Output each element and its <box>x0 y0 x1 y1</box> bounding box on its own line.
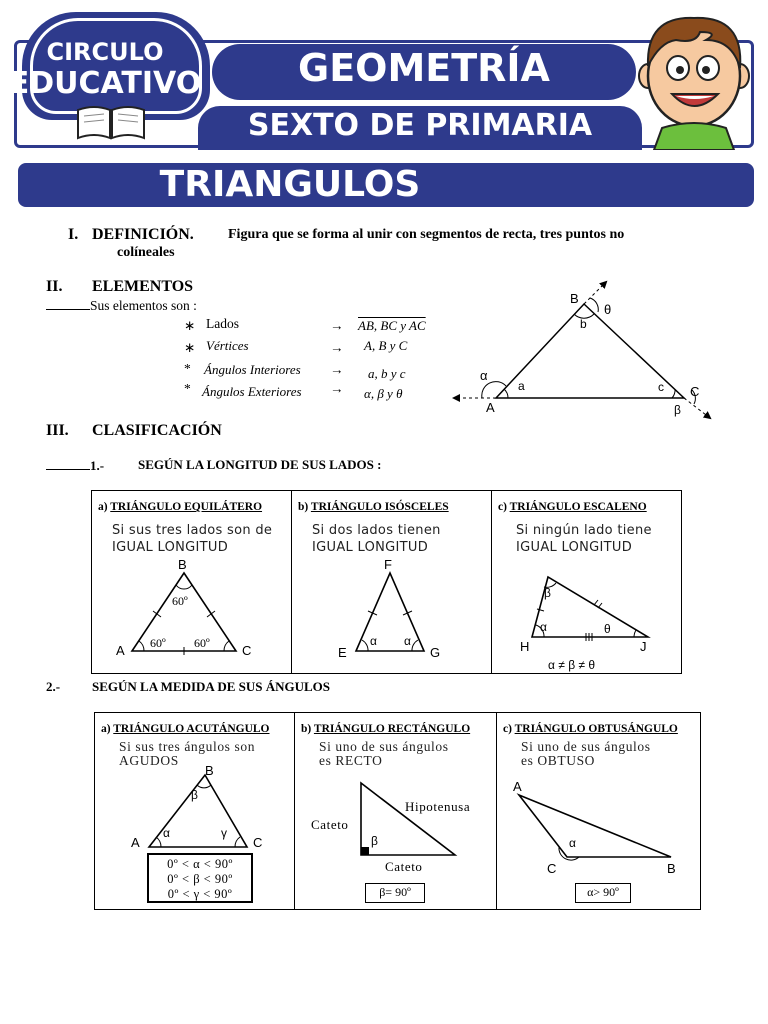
cell-text-line2: es RECTO <box>319 753 383 768</box>
relation-label: α ≠ β ≠ θ <box>548 658 596 672</box>
angle-label: 60º <box>150 636 166 650</box>
leg-label: Cateto <box>311 817 349 832</box>
scalene-triangle-diagram <box>520 573 680 673</box>
section1-number: I. <box>68 226 79 243</box>
sub1-heading: SEGÚN LA LONGITUD DE SUS LADOS : <box>138 457 382 472</box>
angle-label: α <box>569 836 576 850</box>
angle-label: γ <box>221 826 227 840</box>
angle-label: β <box>544 586 551 600</box>
cell-text-line1: Si uno de sus ángulos <box>521 739 651 754</box>
cell-text-line2: es OBTUSO <box>521 753 596 768</box>
element-bullet: * <box>184 361 191 376</box>
interior-angle-label: a <box>518 379 525 393</box>
acute-conditions-box <box>147 853 253 903</box>
sub2-heading: SEGÚN LA MEDIDA DE SUS ÁNGULOS <box>92 679 331 694</box>
cell-text-line1: Si ningún lado tiene <box>516 523 652 538</box>
exterior-angle-label: α <box>480 368 488 383</box>
vertex-label: B <box>205 763 214 778</box>
book-icon <box>76 102 146 142</box>
vertex-label: B <box>667 861 676 876</box>
condition-line: 0º < α < 90º <box>167 857 233 871</box>
equilateral-triangle-diagram <box>112 559 277 663</box>
acute-triangle-diagram <box>129 763 269 853</box>
arrow-icon: → <box>330 318 344 333</box>
vertex-label: B <box>570 291 579 306</box>
elements-triangle-diagram <box>446 278 726 420</box>
angle-label: 60º <box>194 636 210 650</box>
cell-text-line1: Si sus tres ángulos son <box>119 739 256 754</box>
angle-label: θ <box>604 622 611 636</box>
angle-label: 60º <box>172 594 188 608</box>
vertex-label: A <box>486 400 495 415</box>
section2-number: II. <box>46 278 63 295</box>
element-label: Ángulos Exteriores <box>202 384 302 399</box>
exterior-angle-label: θ <box>604 302 612 317</box>
arrow-icon: → <box>330 362 344 377</box>
element-label: Vértices <box>206 338 249 353</box>
cell-text-line2: IGUAL LONGITUD <box>516 540 633 555</box>
page-header <box>0 0 768 152</box>
interior-angle-label: c <box>658 380 664 394</box>
cell-text-line1: Si dos lados tienen <box>312 523 441 538</box>
sub1-number: 1.- <box>90 458 105 473</box>
section1-text-line1: Figura que se forma al unir con segmentos de recta, tres puntos no <box>228 227 625 242</box>
obtuse-condition-box: α> 90º <box>575 883 631 903</box>
vertex-label: A <box>116 643 125 658</box>
cell-text-line1: Si uno de sus ángulos <box>319 739 449 754</box>
isosceles-cell <box>292 491 492 673</box>
arrow-icon: → <box>330 381 344 396</box>
vertex-label: A <box>131 835 140 850</box>
element-bullet: ∗ <box>184 340 196 355</box>
vertex-label: G <box>430 645 441 660</box>
obtuse-triangle-diagram <box>511 777 695 881</box>
logo-line2: EDUCATIVO <box>8 66 202 101</box>
scalene-cell <box>492 491 681 673</box>
logo-line1: CIRCULO <box>46 38 164 66</box>
vertex-label: C <box>253 835 263 850</box>
vertex-label: C <box>242 643 252 658</box>
vertex-label: E <box>338 645 347 660</box>
right-cell <box>295 713 497 909</box>
cell-title: a) TRIÁNGULO ACUTÁNGULO <box>101 723 270 735</box>
element-value: a, b y c <box>368 366 406 381</box>
angle-label: α <box>404 634 411 648</box>
element-value: A, B y C <box>364 338 408 353</box>
cell-text-line2: IGUAL LONGITUD <box>312 540 429 555</box>
equilateral-cell <box>92 491 292 673</box>
leg-label: Cateto <box>385 859 423 874</box>
cell-title: c) TRIÁNGULO OBTUSÁNGULO <box>503 723 678 735</box>
vertex-label: J <box>640 639 647 654</box>
cell-text-line2: IGUAL LONGITUD <box>112 540 229 555</box>
isosceles-triangle-diagram <box>336 559 466 663</box>
condition-line: 0º < β < 90º <box>167 872 233 886</box>
kid-mascot-icon <box>636 10 752 150</box>
exterior-angle-label: β <box>674 403 681 417</box>
hypotenuse-label: Hipotenusa <box>405 799 471 814</box>
right-condition-box: β= 90º <box>365 883 425 903</box>
section3-heading: CLASIFICACIÓN <box>92 422 222 439</box>
cell-title: a) TRIÁNGULO EQUILÁTERO <box>98 501 263 513</box>
angle-label: β <box>191 788 198 802</box>
angle-label: α <box>540 620 547 634</box>
vertex-label: C <box>690 384 700 399</box>
sub2-number: 2.- <box>46 679 61 694</box>
cell-title: b) TRIÁNGULO RECTÁNGULO <box>301 723 471 735</box>
blank-line <box>46 458 90 470</box>
section2-heading: ELEMENTOS <box>92 278 194 295</box>
obtuse-cell <box>497 713 700 909</box>
element-label: Lados <box>206 316 239 331</box>
blank-line <box>46 298 90 310</box>
banner-title: TRIANGULOS <box>159 164 421 205</box>
vertex-label: F <box>384 559 392 572</box>
sub1-heading-row <box>46 457 104 475</box>
cell-title: c) TRIÁNGULO ESCALENO <box>498 501 647 513</box>
section1-heading: DEFINICIÓN. <box>92 226 194 243</box>
cell-text-line1: Si sus tres lados son de <box>112 523 273 538</box>
acute-cell <box>95 713 295 909</box>
interior-angle-label: b <box>580 317 587 331</box>
right-triangle-diagram <box>305 773 491 881</box>
angle-label: β <box>371 834 378 848</box>
vertex-label: H <box>520 639 530 654</box>
header-title: GEOMETRÍA <box>298 46 550 90</box>
section1-text-line2: colíneales <box>117 245 175 260</box>
vertex-label: A <box>513 779 522 794</box>
element-value: α, β y θ <box>364 386 403 401</box>
section3-number: III. <box>46 422 69 439</box>
cell-text-line2: AGUDOS <box>119 753 179 768</box>
angle-label: α <box>370 634 377 648</box>
element-bullet: ∗ <box>184 318 196 333</box>
section2-intro-text: Sus elementos son : <box>90 298 197 313</box>
vertex-label: B <box>178 559 187 572</box>
angle-label: α <box>163 826 170 840</box>
section2-intro <box>46 298 197 314</box>
arrow-icon: → <box>330 340 344 355</box>
element-bullet: * <box>184 381 191 396</box>
sides-classification-table <box>91 490 682 674</box>
element-value: AB, BC y AC <box>358 318 426 333</box>
vertex-label: C <box>547 861 557 876</box>
condition-line: 0º < γ < 90º <box>167 887 233 901</box>
cell-title: b) TRIÁNGULO ISÓSCELES <box>298 501 449 513</box>
element-label: Ángulos Interiores <box>204 362 301 377</box>
angles-classification-table <box>94 712 701 910</box>
header-subtitle: SEXTO DE PRIMARIA <box>247 108 593 143</box>
